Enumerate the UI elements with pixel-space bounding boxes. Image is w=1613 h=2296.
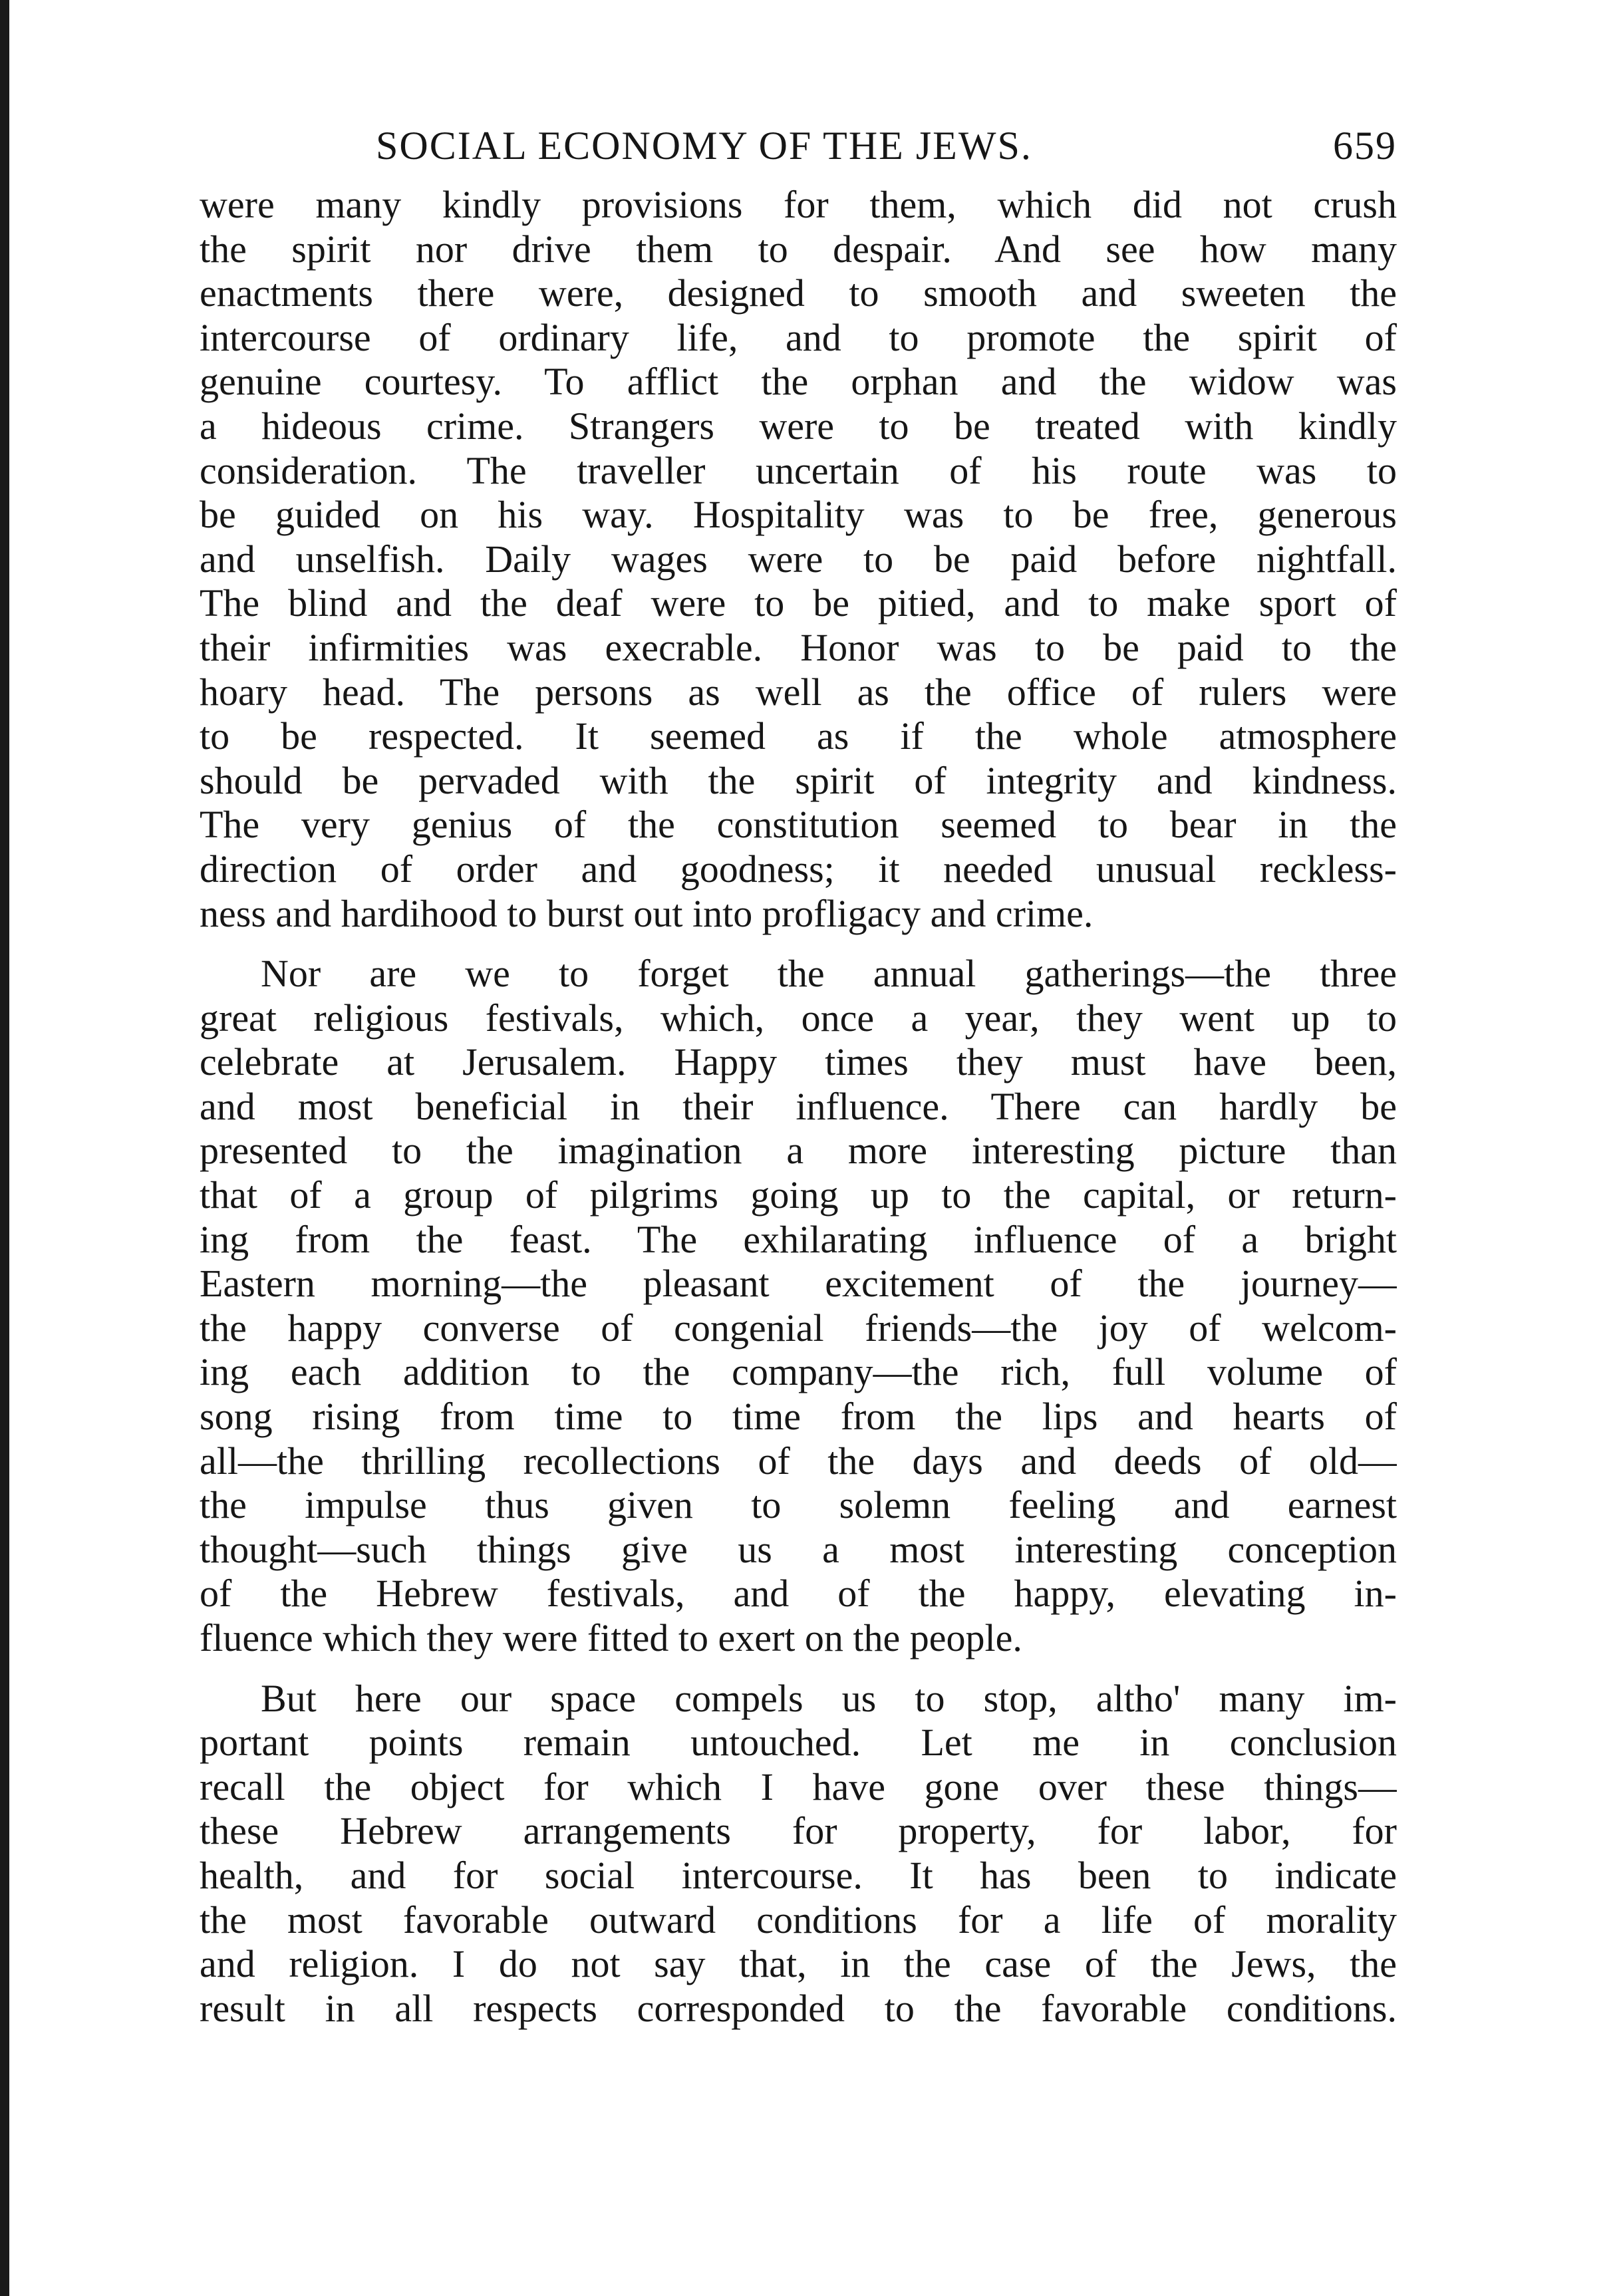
- text-line: the most favorable outward conditions for a life of morality: [200, 1898, 1397, 1941]
- text-line: the happy converse of congenial friends—the joy of welcom-: [200, 1306, 1397, 1350]
- text-line: Nor are we to forget the annual gatherings—the three: [261, 952, 1397, 996]
- text-line: ing each addition to the company—the rich, full volume of: [200, 1350, 1397, 1394]
- text-line: enactments there were, designed to smooth and sweeten the: [200, 271, 1397, 315]
- text-line: song rising from time to time from the lips and hearts of: [200, 1395, 1397, 1439]
- paragraph-2: [200, 952, 1397, 1661]
- paragraph-gap: [200, 936, 1397, 952]
- text-line: thought—such things give us a most interesting conception: [200, 1527, 1397, 1571]
- text-line: and most beneficial in their influence. There can hardly be: [200, 1084, 1397, 1128]
- text-line: The very genius of the constitution seemed to bear in the: [200, 803, 1397, 847]
- text-line: and religion. I do not say that, in the case of the Jews, the: [200, 1942, 1397, 1986]
- text-line: these Hebrew arrangements for property, for labor, for: [200, 1809, 1397, 1853]
- page-number: 659: [1333, 124, 1397, 168]
- text-line: consideration. The traveller uncertain of his route was to: [200, 448, 1397, 492]
- text-line: the spirit nor drive them to despair. And see how many: [200, 227, 1397, 271]
- text-line: Eastern morning—the pleasant excitement of the journey—: [200, 1262, 1397, 1306]
- text-line: to be respected. It seemed as if the whole atmosphere: [200, 714, 1397, 758]
- text-line: of the Hebrew festivals, and of the happy, elevating in-: [200, 1572, 1397, 1616]
- text-line: presented to the imagination a more interesting picture than: [200, 1129, 1397, 1173]
- text-line: ness and hardihood to burst out into profligacy and crime.: [200, 891, 1094, 935]
- text-line: genuine courtesy. To afflict the orphan and the widow was: [200, 360, 1397, 404]
- text-line: intercourse of ordinary life, and to promote the spirit of: [200, 315, 1397, 359]
- text-line: result in all respects corresponded to the favorable conditions.: [200, 1986, 1397, 2030]
- text-line: a hideous crime. Strangers were to be treated with kindly: [200, 404, 1397, 448]
- text-line: their infirmities was execrable. Honor was to be paid to the: [200, 625, 1397, 669]
- text-line: that of a group of pilgrims going up to the capital, or return-: [200, 1173, 1397, 1217]
- paragraph-1: [200, 183, 1397, 936]
- text-line: were many kindly provisions for them, which did not crush: [200, 183, 1397, 226]
- text-line: hoary head. The persons as well as the office of rulers were: [200, 670, 1397, 714]
- text-line: portant points remain untouched. Let me in conclusion: [200, 1721, 1397, 1765]
- running-head-title: SOCIAL ECONOMY OF THE JEWS.: [376, 124, 1032, 168]
- running-head: [200, 123, 1397, 183]
- paragraph-gap: [200, 1661, 1397, 1677]
- text-line: the impulse thus given to solemn feeling and earnest: [200, 1483, 1397, 1527]
- text-line: The blind and the deaf were to be pitied, and to make sport of: [200, 581, 1397, 625]
- text-line: great religious festivals, which, once a year, they went up to: [200, 996, 1397, 1040]
- text-line: recall the object for which I have gone over these things—: [200, 1765, 1397, 1808]
- text-line: fluence which they were fitted to exert on the people.: [200, 1616, 1022, 1659]
- text-line: direction of order and goodness; it needed unusual reckless-: [200, 847, 1397, 891]
- text-line: ing from the feast. The exhilarating influence of a bright: [200, 1217, 1397, 1261]
- text-line: celebrate at Jerusalem. Happy times they must have been,: [200, 1040, 1397, 1084]
- paragraph-3: [200, 1677, 1397, 2031]
- text-line: be guided on his way. Hospitality was to be free, generous: [200, 493, 1397, 537]
- text-line: all—the thrilling recollections of the days and deeds of old—: [200, 1439, 1397, 1483]
- text-line: and unselfish. Daily wages were to be paid before nightfall.: [200, 537, 1397, 581]
- scan-border: [0, 0, 9, 2296]
- text-line: health, and for social intercourse. It has been to indicate: [200, 1853, 1397, 1897]
- book-page: [200, 123, 1397, 2031]
- text-line: But here our space compels us to stop, altho' many im-: [261, 1676, 1397, 1720]
- text-line: should be pervaded with the spirit of integrity and kindness.: [200, 758, 1397, 802]
